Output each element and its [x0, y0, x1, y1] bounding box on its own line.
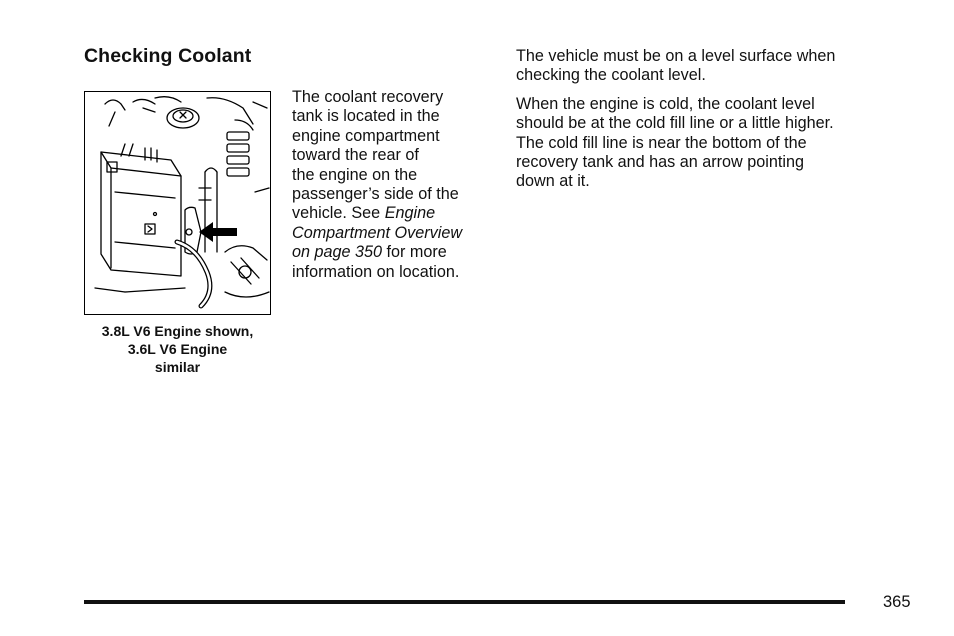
text-line [292, 204, 492, 223]
text-line: When the engine is cold, the coolant level [516, 94, 815, 113]
text-line: The coolant recovery [292, 88, 444, 106]
cross-reference-link[interactable]: Engine [384, 204, 436, 223]
text-line: the engine on the [292, 165, 418, 184]
text-line: passenger’s side of the [292, 185, 459, 204]
coolant-tank-location-text [292, 88, 492, 282]
text-line [292, 224, 492, 243]
text-line: recovery tank and has an arrow pointing [516, 153, 804, 172]
caption-line: 3.6L V6 Engine [127, 341, 228, 357]
paragraph [516, 95, 896, 192]
cross-reference-link[interactable]: Compartment Overview [292, 223, 463, 242]
figure-caption [84, 322, 271, 376]
coolant-level-text [516, 47, 896, 201]
page-number: 365 [883, 593, 911, 611]
engine-compartment-illustration-icon [85, 92, 271, 315]
text-line: The cold fill line is near the bottom of the [516, 133, 807, 152]
caption-line: similar [154, 359, 201, 375]
footer-rule [84, 600, 845, 604]
section-heading: Checking Coolant [84, 45, 252, 67]
text-line: toward the rear of [292, 146, 419, 165]
cross-reference-link[interactable]: on page 350 [292, 243, 383, 262]
text-line: down at it. [516, 172, 590, 191]
text-run: vehicle. See [292, 204, 385, 223]
paragraph [516, 47, 896, 86]
caption-line: 3.8L V6 Engine shown, [101, 323, 254, 339]
text-line: checking the coolant level. [516, 66, 706, 85]
text-line: should be at the cold fill line or a little higher. [516, 114, 834, 133]
text-line: engine compartment [292, 126, 440, 145]
text-run: for more [382, 243, 447, 262]
text-line: The vehicle must be on a level surface when [516, 47, 836, 65]
text-line: information on location. [292, 262, 460, 281]
text-line [292, 243, 492, 262]
engine-compartment-figure [84, 91, 271, 315]
text-line: tank is located in the [292, 107, 440, 126]
